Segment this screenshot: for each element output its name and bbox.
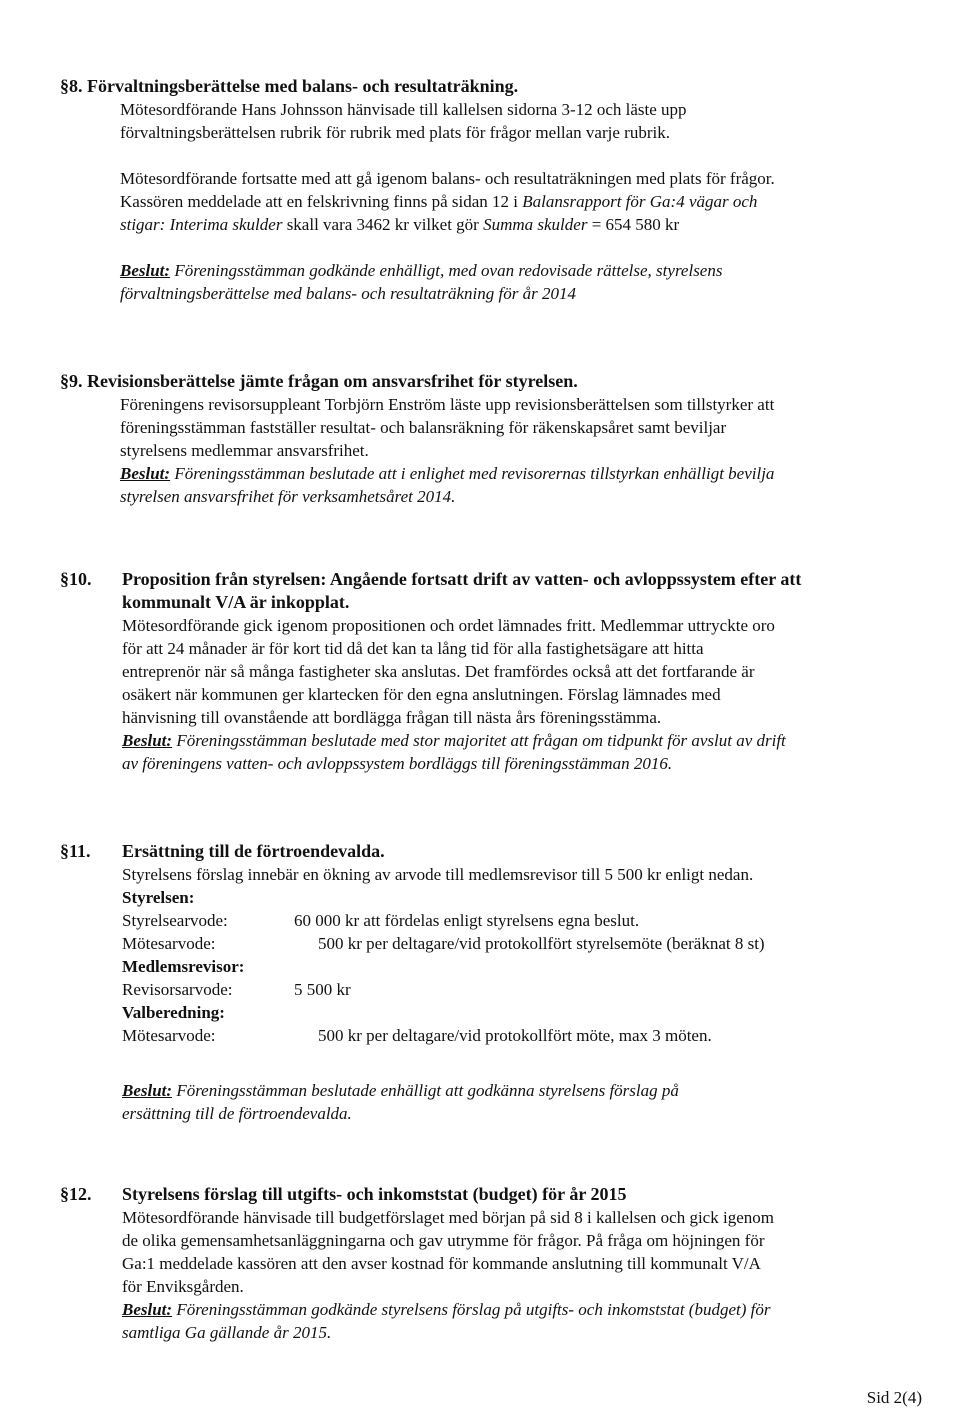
section-9: [60, 370, 940, 508]
section-11-heading: [60, 840, 940, 863]
beslut-line: [122, 1079, 940, 1102]
beslut-label: Beslut:: [122, 1081, 173, 1100]
section-10-heading: [60, 568, 940, 614]
section-11: [60, 840, 940, 1125]
paragraph-line: förvaltningsberättelsen rubrik för rubrik med plats för frågor mellan varje rubrik.: [120, 123, 670, 142]
beslut-text: Föreningsstämman beslutade att i enlighet med revisorernas tillstyrkan enhälligt bevilja: [170, 464, 775, 483]
fee-value: 60 000 kr att fördelas enligt styrelsens egna beslut.: [294, 911, 640, 930]
paragraph-line: Mötesordförande hänvisade till budgetförslaget med början på sid 8 i kallelsen och gick igenom: [122, 1208, 774, 1227]
section-9-heading: §9. Revisionsberättelse jämte frågan om ansvarsfrihet för styrelsen.: [60, 371, 578, 391]
beslut-line: [120, 259, 940, 282]
beslut-line: [122, 1298, 940, 1321]
section-8-heading: §8. Förvaltningsberättelse med balans- och resultaträkning.: [60, 76, 519, 96]
beslut-text: Föreningsstämman godkände enhälligt, med ovan redovisade rättelse, styrelsens: [170, 261, 723, 280]
paragraph-line: Mötesordförande fortsatte med att gå igenom balans- och resultaträkningen med plats för frågor.: [120, 169, 775, 188]
paragraph-line: osäkert när kommunen ger klartecken för den egna anslutningen. Förslag lämnades med: [122, 685, 721, 704]
group-label-styrelsen: Styrelsen:: [122, 888, 195, 907]
group-label-valberedning: Valberedning:: [122, 1003, 225, 1022]
beslut-label: Beslut:: [120, 464, 171, 483]
paragraph-line: [120, 190, 940, 213]
beslut-label: Beslut:: [122, 731, 173, 750]
section-12: [60, 1183, 940, 1344]
beslut-text: Föreningsstämman beslutade enhälligt att godkänna styrelsens förslag på: [172, 1081, 679, 1100]
paragraph-line: Föreningens revisorsuppleant Torbjörn Enström läste upp revisionsberättelsen som tillstyrker att: [120, 395, 775, 414]
heading-line: Styrelsens förslag till utgifts- och inkomststat (budget) för år 2015: [122, 1184, 627, 1204]
paragraph-line: Ga:1 meddelade kassören att den avser kostnad för kommande anslutning till kommunalt V/A: [122, 1254, 761, 1273]
paragraph-line: Styrelsens förslag innebär en ökning av arvode till medlemsrevisor till 5 500 kr enligt nedan.: [122, 865, 754, 884]
beslut-text: ersättning till de förtroendevalda.: [122, 1104, 352, 1123]
section-12-body: [60, 1206, 940, 1344]
section-number: §10.: [60, 569, 92, 589]
text-run: = 654 580 kr: [587, 215, 680, 234]
fee-label: Revisorsarvode:: [122, 980, 233, 999]
paragraph-line: de olika gemensamhetsanläggningarna och gav utrymme för frågor. På fråga om höjningen för: [122, 1231, 765, 1250]
text-run: skall vara 3462 kr vilket gör: [282, 215, 484, 234]
section-9-body: [60, 393, 940, 508]
fee-label: Mötesarvode:: [122, 1026, 216, 1045]
fee-value: 5 500 kr: [294, 980, 351, 999]
heading-line: Ersättning till de förtroendevalda.: [122, 841, 385, 861]
section-number: §11.: [60, 841, 91, 861]
beslut-text: styrelsen ansvarsfrihet för verksamhetsåret 2014.: [120, 487, 456, 506]
page-number: Sid 2(4): [866, 1388, 922, 1407]
fee-row: [122, 978, 940, 1001]
beslut-label: Beslut:: [122, 1300, 173, 1319]
paragraph-line: [120, 213, 940, 236]
beslut-text: Föreningsstämman godkände styrelsens förslag på utgifts- och inkomststat (budget) för: [172, 1300, 771, 1319]
section-10: [60, 568, 940, 775]
fee-value: 500 kr per deltagare/vid protokollfört möte, max 3 möten.: [318, 1026, 712, 1045]
paragraph-line: för Enviksgården.: [122, 1277, 244, 1296]
beslut-text: förvaltningsberättelse med balans- och resultaträkning för år 2014: [120, 284, 576, 303]
section-11-body: [60, 863, 940, 1125]
paragraph-line: för att 24 månader är för kort tid då det kan ta lång tid för alla fastighetsägare att hitta: [122, 639, 704, 658]
text-run-italic: Summa skulder: [483, 215, 588, 234]
text-run-italic: stigar: Interima skulder: [120, 215, 283, 234]
heading-line: kommunalt V/A är inkopplat.: [122, 592, 350, 612]
beslut-text: Föreningsstämman beslutade med stor majoritet att frågan om tidpunkt för avslut av drift: [172, 731, 786, 750]
beslut-text: samtliga Ga gällande år 2015.: [122, 1323, 332, 1342]
paragraph-line: föreningsstämman fastställer resultat- och balansräkning för räkenskapsåret samt beviljar: [120, 418, 727, 437]
fee-label: Mötesarvode:: [122, 934, 216, 953]
group-label-medlemsrevisor: Medlemsrevisor:: [122, 957, 245, 976]
beslut-line: [120, 462, 940, 485]
fee-row: [122, 909, 940, 932]
text-run: Kassören meddelade att en felskrivning finns på sidan 12 i: [120, 192, 523, 211]
beslut-label: Beslut:: [120, 261, 171, 280]
section-12-heading: [60, 1183, 940, 1206]
section-8-body: [60, 98, 940, 305]
paragraph-line: styrelsens medlemmar ansvarsfrihet.: [120, 441, 369, 460]
paragraph-line: Mötesordförande gick igenom propositionen och ordet lämnades fritt. Medlemmar uttryckte oro: [122, 616, 775, 635]
beslut-text: av föreningens vatten- och avloppssystem bordläggs till föreningsstämman 2016.: [122, 754, 673, 773]
fee-value: 500 kr per deltagare/vid protokollfört styrelsemöte (beräknat 8 st): [318, 934, 765, 953]
section-number: §12.: [60, 1184, 92, 1204]
paragraph-line: hänvisning till ovanstående att bordlägga frågan till nästa års föreningsstämma.: [122, 708, 662, 727]
fee-label: Styrelsearvode:: [122, 911, 228, 930]
section-8: [60, 75, 940, 305]
text-run-italic: Balansrapport för Ga:4 vägar och: [522, 192, 758, 211]
paragraph-line: Mötesordförande Hans Johnsson hänvisade till kallelsen sidorna 3-12 och läste upp: [120, 100, 687, 119]
paragraph-line: entreprenör när så många fastigheter ska anslutas. Det framfördes också att det fortfarande är: [122, 662, 755, 681]
heading-line: Proposition från styrelsen: Angående fortsatt drift av vatten- och avloppssystem efter att: [122, 569, 802, 589]
section-10-body: [60, 614, 940, 775]
beslut-line: [122, 729, 940, 752]
fee-row: [122, 932, 940, 955]
fee-row: [122, 1024, 940, 1047]
